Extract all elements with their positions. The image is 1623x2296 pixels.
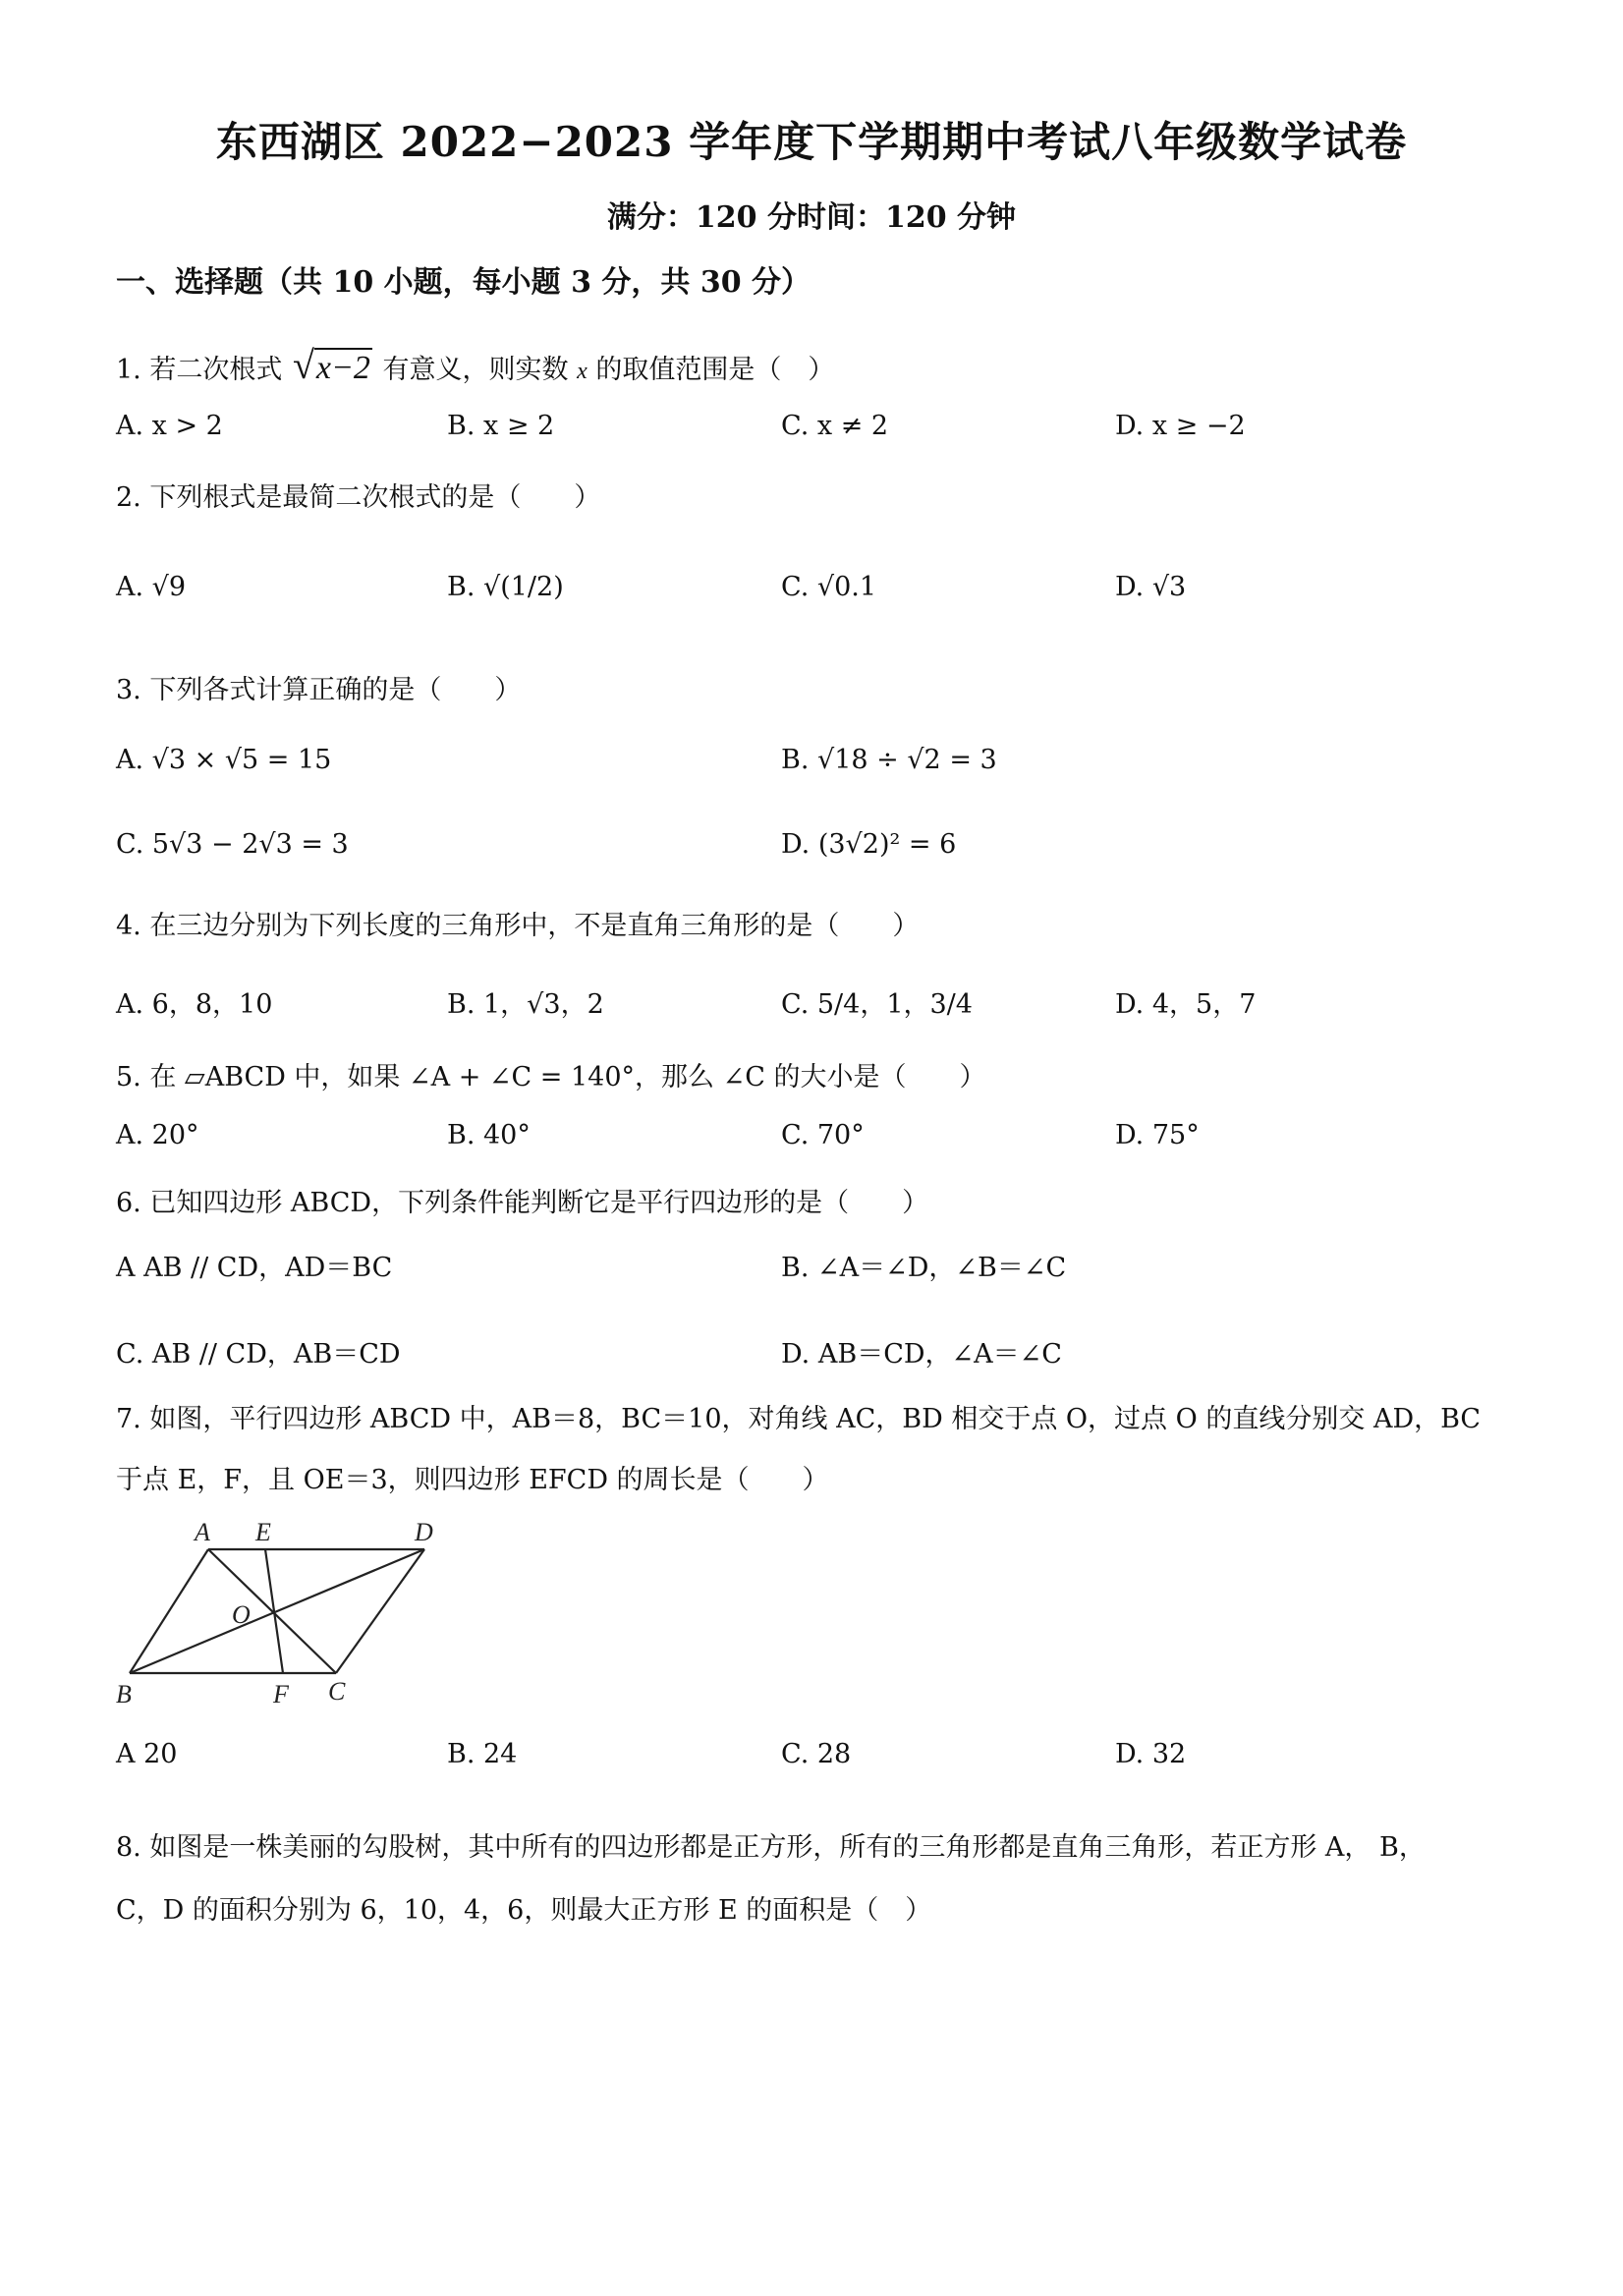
q3-option-a[interactable]: A. √3 × √5 = 15 [116, 745, 332, 775]
label-c: C [328, 1677, 346, 1706]
q2-option-a[interactable]: A. √9 [116, 572, 187, 602]
q4-option-d[interactable]: D. 4，5，7 [1115, 989, 1257, 1020]
q1-stem-a: 1. 若二次根式 [116, 355, 283, 385]
q6-option-a[interactable]: A AB // CD，AD＝BC [116, 1253, 393, 1283]
question-7: 7. 如图，平行四边形 ABCD 中，AB＝8，BC＝10，对角线 AC，BD 相交于点 O，过点 O 的直线分别交 AD，BC [116, 1404, 1482, 1434]
question-6: 6. 已知四边形 ABCD，下列条件能判断它是平行四边形的是（ ） [116, 1188, 929, 1218]
q1-option-d[interactable]: D. x ≥ −2 [1115, 411, 1246, 441]
question-7-line2: 于点 E，F，且 OE＝3，则四边形 EFCD 的周长是（ ） [116, 1465, 829, 1495]
q5-option-c[interactable]: C. 70° [781, 1120, 865, 1150]
q1-option-a[interactable]: A. x > 2 [116, 411, 223, 441]
q6-option-d[interactable]: D. AB＝CD，∠A＝∠C [781, 1339, 1062, 1370]
q7-option-d[interactable]: D. 32 [1115, 1739, 1187, 1769]
q7-option-c[interactable]: C. 28 [781, 1739, 852, 1769]
label-o: O [232, 1600, 251, 1629]
question-8: 8. 如图是一株美丽的勾股树，其中所有的四边形都是正方形，所有的三角形都是直角三角形，若正方形 A， B， [116, 1832, 1426, 1863]
label-e: E [255, 1518, 271, 1546]
exam-title: 东西湖区 2022−2023 学年度下学期期中考试八年级数学试卷 [215, 118, 1408, 166]
edge-ab [130, 1549, 208, 1673]
label-d: D [415, 1518, 433, 1546]
q6-option-b[interactable]: B. ∠A＝∠D，∠B＝∠C [781, 1253, 1067, 1283]
section-heading: 一、选择题（共 10 小题，每小题 3 分，共 30 分） [116, 265, 812, 300]
q2-option-b[interactable]: B. √(1/2) [447, 572, 564, 602]
q1-stem-b: 有意义，则实数 [382, 355, 569, 385]
q6-option-c[interactable]: C. AB // CD，AB＝CD [116, 1339, 401, 1370]
q2-option-d[interactable]: D. √3 [1115, 572, 1187, 602]
q3-option-c[interactable]: C. 5√3 − 2√3 = 3 [116, 829, 349, 860]
q7-option-a[interactable]: A 20 [116, 1739, 178, 1769]
q5-option-b[interactable]: B. 40° [447, 1120, 531, 1150]
q1-var: x [577, 359, 588, 384]
q4-option-b[interactable]: B. 1，√3，2 [447, 989, 604, 1020]
q1-option-b[interactable]: B. x ≥ 2 [447, 411, 555, 441]
q1-radicand: x−2 [315, 350, 370, 386]
question-8-line2: C，D 的面积分别为 6，10，4，6，则最大正方形 E 的面积是（ ） [116, 1895, 932, 1926]
q1-stem-c: 的取值范围是（ ） [595, 355, 835, 385]
q1-radical: √x−2 [292, 343, 370, 387]
diagonal-ac [208, 1549, 336, 1673]
exam-subtitle: 满分：120 分时间：120 分钟 [606, 200, 1017, 235]
q3-option-b[interactable]: B. √18 ÷ √2 = 3 [781, 745, 997, 775]
question-2: 2. 下列根式是最简二次根式的是（ ） [116, 482, 601, 513]
q5-option-d[interactable]: D. 75° [1115, 1120, 1200, 1150]
label-f: F [273, 1680, 289, 1708]
q2-option-c[interactable]: C. √0.1 [781, 572, 877, 602]
q3-option-d[interactable]: D. (3√2)² = 6 [781, 829, 957, 860]
question-5: 5. 在 ▱ABCD 中，如果 ∠A + ∠C = 140°，那么 ∠C 的大小是（ ） [116, 1062, 986, 1092]
label-b: B [116, 1680, 132, 1708]
q4-option-c[interactable]: C. 5/4，1，3/4 [781, 989, 973, 1020]
line-ef [265, 1549, 283, 1673]
q1-option-c[interactable]: C. x ≠ 2 [781, 411, 889, 441]
label-a: A [195, 1518, 210, 1546]
q7-option-b[interactable]: B. 24 [447, 1739, 518, 1769]
question-1 [116, 342, 834, 388]
question-4: 4. 在三边分别为下列长度的三角形中，不是直角三角形的是（ ） [116, 911, 920, 941]
q5-option-a[interactable]: A. 20° [116, 1120, 199, 1150]
q7-parallelogram-figure [108, 1513, 462, 1709]
q4-option-a[interactable]: A. 6，8，10 [116, 989, 273, 1020]
question-3: 3. 下列各式计算正确的是（ ） [116, 675, 522, 705]
